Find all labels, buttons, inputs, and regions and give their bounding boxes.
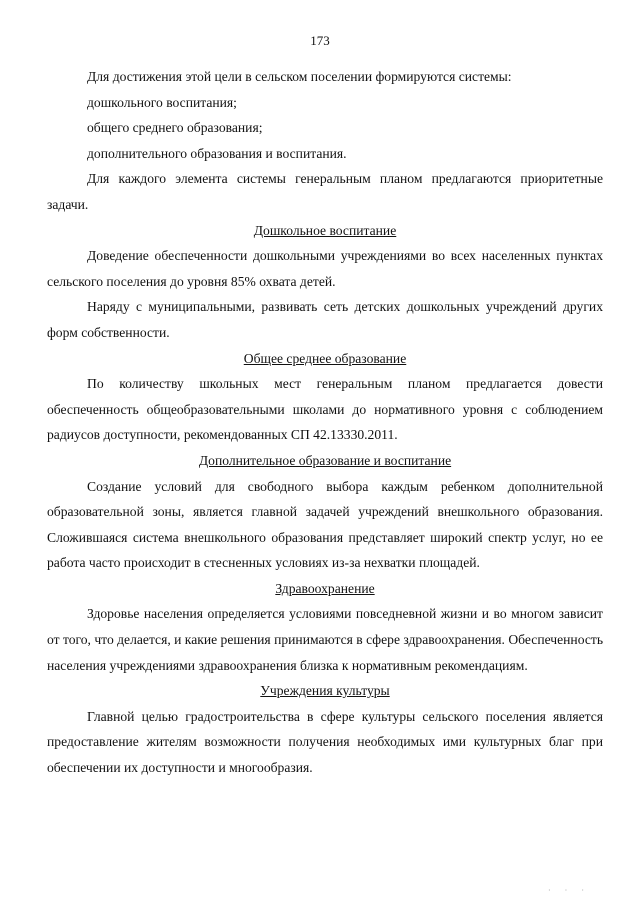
list-item-additional-education: дополнительного образования и воспитания.: [87, 145, 347, 161]
section-heading-additional-education: Дополнительное образование и воспитание: [198, 452, 452, 468]
paragraph-priority-tasks: Для каждого элемента системы генеральным планом предлагаются приоритетные задачи.: [47, 171, 603, 212]
section-heading-culture: Учреждения культуры: [260, 683, 390, 699]
paragraph-healthcare: Здоровье населения определяется условиями повседневной жизни и во многом зависит от того, что делается, и какие решения принимаются в сфере здравоохранения. Обеспеченность населения учреждениями здравоохранения близка к нормативным рекомендациям.: [47, 606, 604, 673]
paragraph-school-places: По количеству школьных мест генеральным планом предлагается довести обеспеченность общеобразовательными школами до нормативного уровня с соблюдением радиусов доступности, рекомендованных СП 42.13330.2011.: [47, 376, 603, 443]
paragraph-preschool-network: Наряду с муниципальными, развивать сеть детских дошкольных учреждений других форм собственности.: [47, 299, 603, 340]
list-item-general-education: общего среднего образования;: [87, 120, 263, 136]
paragraph-culture: Главной целью градостроительства в сфере культуры сельского поселения является предоставление жителям возможности получения необходимых ими культурных благ при обеспечении их доступности и многообразия.: [47, 708, 603, 776]
paragraph-extracurricular: Создание условий для свободного выбора каждым ребенком дополнительной образовательной зоны, является главной задачей учреждений внешкольного образования. Сложившаяся система внешкольного образования представляет широкий спектр услуг, но ее работа часто происходит в стесненных условиях из-за нехватки площадей.: [47, 478, 603, 571]
section-heading-general-education: Общее среднее образование: [243, 350, 407, 366]
section-heading-preschool: Дошкольное воспитание: [253, 222, 397, 238]
paragraph-preschool-coverage: Доведение обеспеченности дошкольными учреждениями во всех населенных пунктах сельского поселения до уровня 85% охвата детей.: [47, 248, 603, 289]
page-body: [47, 64, 603, 781]
scan-artifact-marks: · · ·: [548, 886, 590, 895]
paragraph-goal-systems: Для достижения этой цели в сельском поселении формируются системы:: [87, 69, 512, 84]
section-heading-healthcare: Здравоохранение: [275, 580, 375, 596]
list-item-preschool: дошкольного воспитания;: [87, 94, 237, 110]
page-number: 173: [310, 33, 330, 48]
